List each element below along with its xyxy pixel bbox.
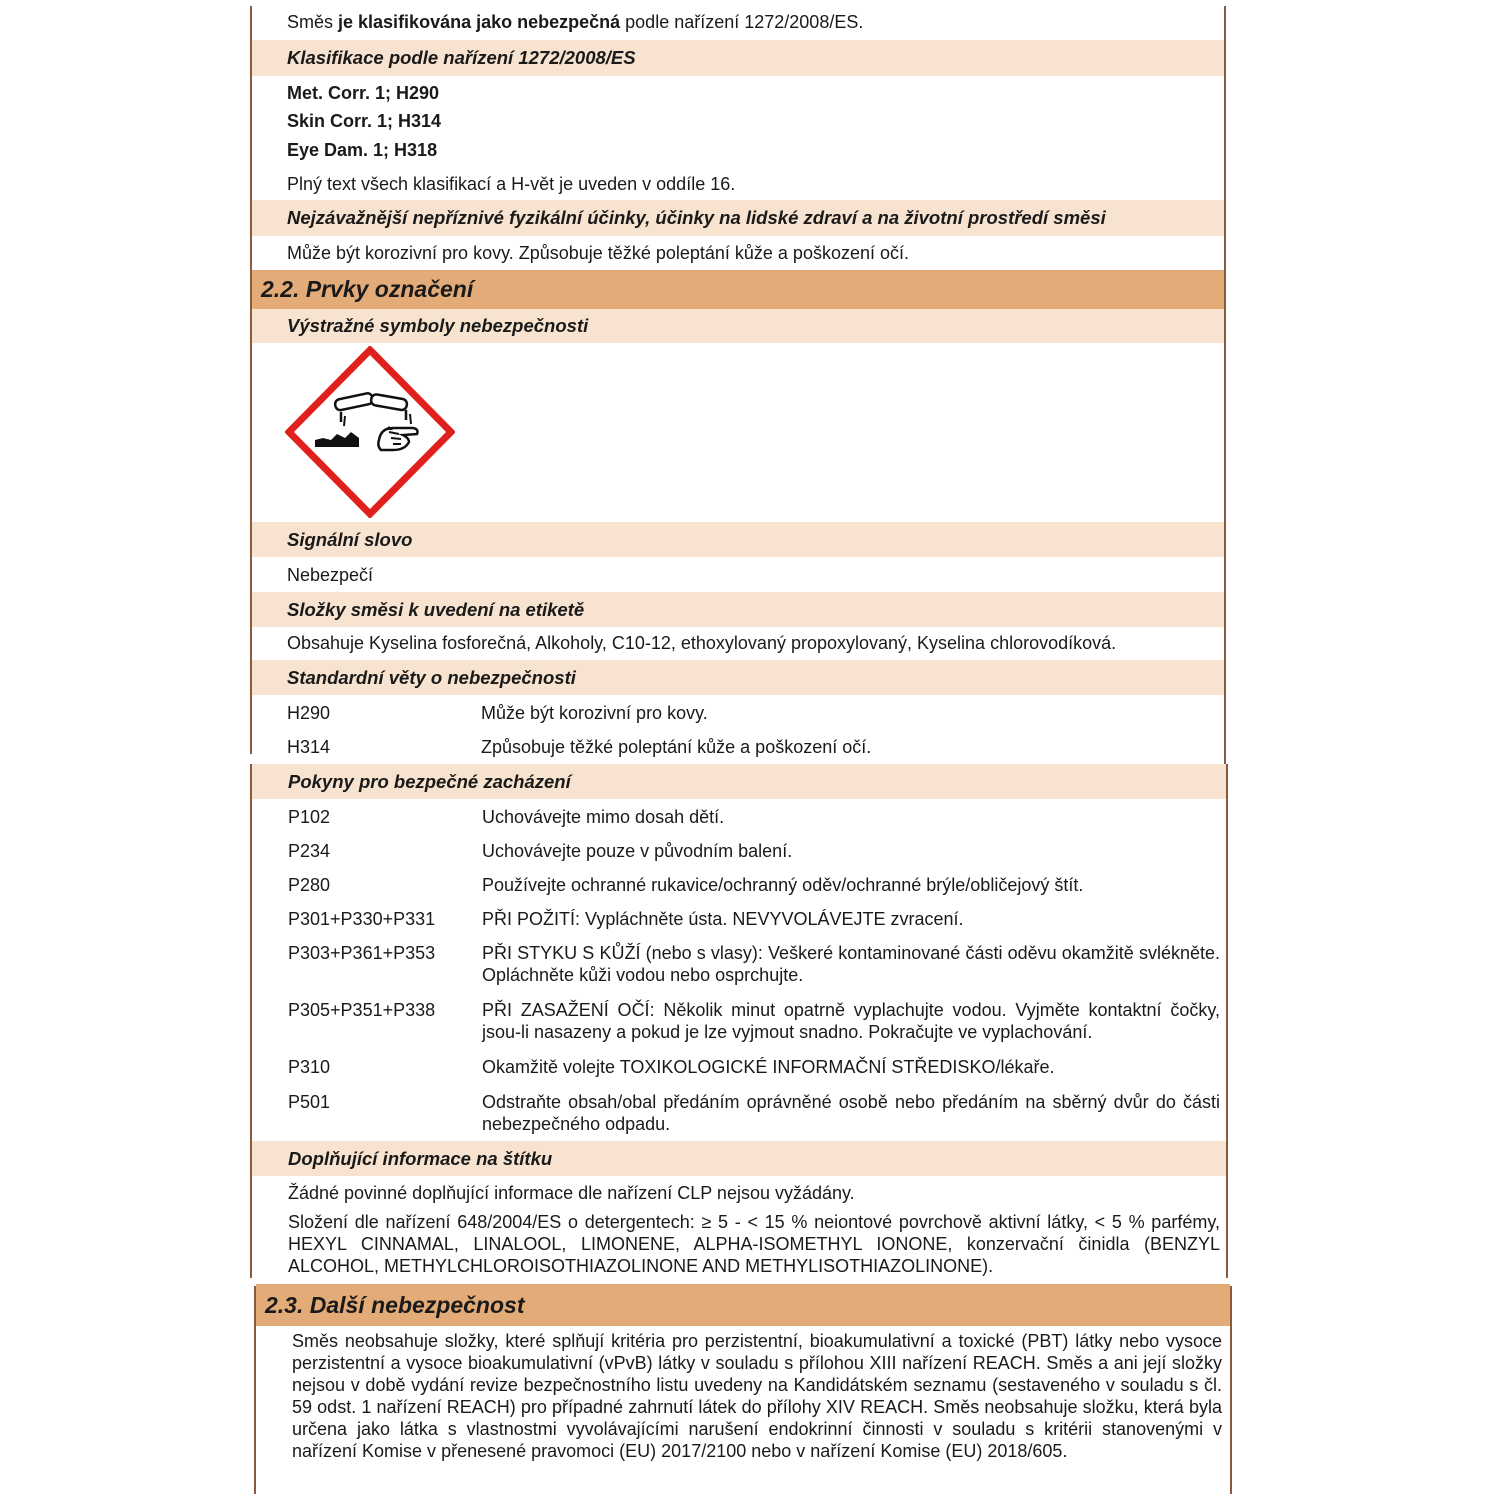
p-code: P310 xyxy=(288,1057,331,1077)
corrosion-pictogram-icon xyxy=(285,346,455,518)
signal-header: Signální slovo xyxy=(252,522,1224,557)
classification-note: Plný text všech klasifikací a H-vět je uveden v oddíle 16. xyxy=(287,174,736,194)
effects-header: Nejzávažnější nepříznivé fyzikální účinky, účinky na lidské zdraví a na životní prostředí směsi xyxy=(252,200,1224,236)
intro-bold: je klasifikována jako nebezpečná xyxy=(338,12,621,32)
p-text: PŘI POŽITÍ: Vypláchněte ústa. NEVYVOLÁVEJTE zvracení. xyxy=(482,909,964,929)
detergent-composition: Složení dle nařízení 648/2004/ES o detergentech: ≥ 5 - < 15 % neiontové povrchově aktivní látky, < 5 % parfémy, HEXYL CINNAMAL, LINALOOL, LIMONENE, ALPHA-ISOMETHYL IONONE, konzervační činidla (BENZYL ALCOHOL, METHYLCHLOROISOTHIAZOLINONE AND METHYLISOTHIAZOLINONE). xyxy=(288,1212,1220,1276)
p-code: P303+P361+P353 xyxy=(288,943,436,963)
h-header: Standardní věty o nebezpečnosti xyxy=(252,660,1224,695)
signal-word: Nebezpečí xyxy=(287,565,374,585)
p-text: Uchovávejte mimo dosah dětí. xyxy=(482,807,725,827)
h-text: Může být korozivní pro kovy. xyxy=(481,703,708,723)
intro-text xyxy=(287,12,863,33)
classification-item: Eye Dam. 1; H318 xyxy=(287,140,438,160)
effects-text: Může být korozivní pro kovy. Způsobuje těžké poleptání kůže a poškození očí. xyxy=(287,243,910,263)
h-code: H314 xyxy=(287,737,331,757)
right-border-top xyxy=(1224,6,1226,764)
intro-prefix: Směs xyxy=(287,12,339,32)
p-text: Odstraňte obsah/obal předáním oprávněné osobě nebo předáním na sběrný dvůr do části nebezpečného odpadu. xyxy=(482,1092,1220,1134)
left-border-top xyxy=(250,6,252,754)
p-code: P305+P351+P338 xyxy=(288,1000,436,1020)
components-header: Složky směsi k uvedení na etiketě xyxy=(252,592,1224,627)
p-text: Okamžitě volejte TOXIKOLOGICKÉ INFORMAČNÍ STŘEDISKO/lékaře. xyxy=(482,1057,1055,1077)
p-code: P102 xyxy=(288,807,331,827)
section-2-2-title: 2.2. Prvky označení xyxy=(252,270,1224,309)
classification-header: Klasifikace podle nařízení 1272/2008/ES xyxy=(252,40,1224,76)
p-code: P501 xyxy=(288,1092,331,1112)
section-2-3-text: Směs neobsahuje složky, které splňují kritéria pro perzistentní, bioakumulativní a toxické (PBT) látky nebo vysoce perzistentní a vysoce bioakumulativní (vPvB) látky v souladu s přílohou XIII nařízení REACH. Směs a ani její složky nejsou v době vydání revize bezpečnostního listu uvedeny na Kandidátském seznamu (sestaveného v souladu s čl. 59 odst. 1 nařízení REACH) pro případné zahrnutí látek do přílohy XIV REACH. Směs neobsahuje složku, která byla určena jako látka s vlastnostmi vyvolávajícími narušení endokrinní činnosti v souladu s kritérii stanovenými v nařízení Komise v přenesené pravomoci (EU) 2017/2100 nebo v nařízení Komise (EU) 2018/605. xyxy=(292,1331,1222,1461)
intro-suffix: podle nařízení 1272/2008/ES. xyxy=(620,12,864,32)
p-code: P280 xyxy=(288,875,331,895)
h-code: H290 xyxy=(287,703,331,723)
p-text: PŘI STYKU S KŮŽÍ (nebo s vlasy): Veškeré kontaminované části oděvu okamžitě svlékněte. Opláchněte kůži vodou nebo osprchujte. xyxy=(482,943,1220,985)
right-border-mid xyxy=(1226,764,1228,1278)
p-text: PŘI ZASAŽENÍ OČÍ: Několik minut opatrně vyplachujte vodou. Vyjměte kontaktní čočky, jsou-li nasazeny a pokud je lze vyjmout snadno. Pokračujte ve vyplachování. xyxy=(482,1000,1220,1042)
left-border-mid xyxy=(250,764,252,1278)
supplementary-text: Žádné povinné doplňující informace dle nařízení CLP nejsou vyžádány. xyxy=(288,1183,855,1203)
components-text: Obsahuje Kyselina fosforečná, Alkoholy, C10-12, ethoxylovaný propoxylovaný, Kyselina chlorovodíková. xyxy=(287,633,1117,653)
section-2-3-title: 2.3. Další nebezpečnost xyxy=(256,1284,1230,1326)
symbols-header: Výstražné symboly nebezpečnosti xyxy=(252,309,1224,343)
supplementary-header: Doplňující informace na štítku xyxy=(252,1141,1226,1176)
right-border-bottom xyxy=(1230,1286,1232,1494)
classification-item: Skin Corr. 1; H314 xyxy=(287,111,442,131)
p-text: Uchovávejte pouze v původním balení. xyxy=(482,841,793,861)
p-code: P234 xyxy=(288,841,331,861)
classification-item: Met. Corr. 1; H290 xyxy=(287,83,440,103)
p-code: P301+P330+P331 xyxy=(288,909,436,929)
p-text: Používejte ochranné rukavice/ochranný oděv/ochranné brýle/obličejový štít. xyxy=(482,875,1084,895)
h-text: Způsobuje těžké poleptání kůže a poškození očí. xyxy=(481,737,872,757)
p-header: Pokyny pro bezpečné zacházení xyxy=(252,764,1226,799)
